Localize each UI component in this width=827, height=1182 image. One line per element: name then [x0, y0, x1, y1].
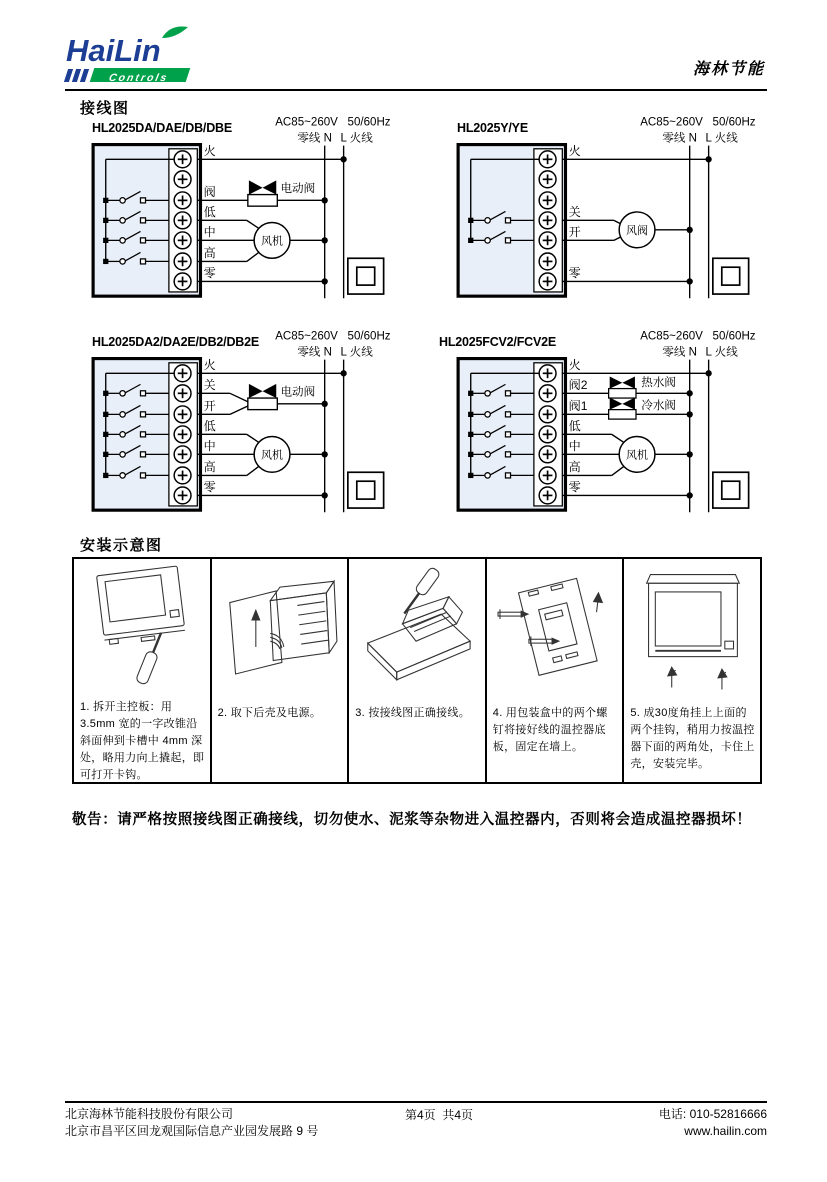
cold-water-valve-label: 冷水阀	[641, 400, 676, 413]
step3-caption: 3. 按接线图正确接线。	[355, 707, 471, 719]
step5-illustration	[624, 559, 760, 705]
fan-device-label: 风阀	[625, 225, 649, 238]
terminal-label: 开	[568, 225, 581, 240]
wiring-diagram-2	[437, 113, 795, 313]
footer-company-block	[65, 1106, 318, 1140]
install-step-5	[624, 559, 760, 782]
step2-illustration	[212, 559, 348, 705]
terminal-label: 中	[568, 439, 581, 454]
logo-stripe	[80, 69, 89, 82]
wiring-diagram-cell-4	[437, 327, 795, 542]
logo-subtext: Controls	[108, 72, 170, 84]
model-title-2: HL2025Y/YE	[457, 121, 528, 135]
live-line-label: L 火线	[340, 132, 373, 145]
terminal-label: 低	[203, 419, 216, 434]
hailin-logo	[66, 33, 188, 84]
terminal-label: 低	[203, 205, 216, 220]
logo-controls-bar	[66, 68, 188, 82]
junction-box-icon	[713, 472, 749, 508]
website-url: www.hailin.com	[684, 1124, 767, 1138]
terminal-label: 高	[203, 460, 216, 475]
install-step-4	[487, 559, 625, 782]
wiring-diagram-cell-2	[437, 113, 795, 328]
wiring-diagram-3	[72, 327, 430, 527]
hot-water-valve-label: 热水阀	[641, 376, 676, 389]
company-name: 北京海林节能科技股份有限公司	[65, 1107, 234, 1121]
neutral-line-label: 零线 N	[297, 346, 333, 359]
install-step-3	[349, 559, 487, 782]
terminal-label: 火	[568, 144, 581, 159]
wiring-diagram-4	[437, 327, 795, 527]
terminal-label: 阀2	[568, 378, 588, 393]
terminal-label: 低	[568, 419, 581, 434]
terminal-label: 火	[568, 358, 581, 373]
terminal-label: 零	[203, 480, 216, 495]
step4-illustration	[487, 559, 623, 705]
phone-number: 电话: 010-52816666	[658, 1107, 767, 1121]
footer-contact-block	[659, 1106, 767, 1140]
motor-valve-icon	[248, 384, 277, 410]
wiring-section-title: 接线图	[80, 100, 130, 117]
live-line-label: L 火线	[705, 132, 738, 145]
terminal-label: 高	[568, 460, 581, 475]
install-section-title: 安装示意图	[80, 537, 163, 554]
terminal-label: 中	[203, 439, 216, 454]
leaf-icon	[160, 25, 190, 40]
terminal-label: 开	[203, 399, 216, 414]
cold-water-valve-icon	[609, 398, 636, 420]
neutral-line-label: 零线 N	[297, 132, 333, 145]
fan-device-label: 风机	[625, 449, 649, 462]
step3-illustration	[349, 559, 485, 705]
warning-text: 敬告：请严格按照接线图正确接线，切勿使水、泥浆等杂物进入温控器内，否则将会造成温控器损坏！	[72, 812, 752, 828]
logo-text: HaiLin	[66, 33, 161, 68]
wiring-diagram-cell-1	[72, 113, 430, 328]
footer-rule	[65, 1101, 767, 1103]
junction-box-icon	[713, 258, 749, 294]
terminal-label: 零	[568, 480, 581, 495]
neutral-line-label: 零线 N	[662, 346, 698, 359]
terminal-label: 火	[203, 358, 216, 373]
terminal-label: 关	[568, 205, 581, 220]
valve-device-label: 电动阀	[280, 182, 316, 195]
step4-caption: 4. 用包装盒中的两个螺钉将接好线的温控器底板，固定在墙上。	[492, 707, 608, 754]
company-address: 北京市昌平区回龙观国际信息产业园发展路 9 号	[65, 1124, 319, 1138]
page-number: 第4页 共4页	[405, 1108, 474, 1122]
power-rating-label: AC85~260V 50/60Hz	[640, 330, 756, 343]
terminal-label: 高	[203, 246, 216, 261]
model-title-1: HL2025DA/DAE/DB/DBE	[92, 121, 232, 135]
brand-name-right: 海林节能	[692, 61, 765, 78]
wiring-diagram-cell-3	[72, 327, 430, 542]
logo-subtext-bar	[90, 68, 191, 82]
terminal-label: 中	[203, 225, 216, 240]
terminal-label: 阀1	[568, 399, 588, 414]
power-rating-label: AC85~260V 50/60Hz	[275, 330, 391, 343]
hot-water-valve-icon	[609, 376, 636, 398]
live-line-label: L 火线	[705, 346, 738, 359]
junction-box-icon	[348, 472, 384, 508]
wiring-diagram-1	[72, 113, 430, 313]
step1-caption: 1. 拆开主控板：用 3.5mm 宽的一字改锥沿斜面伸到卡槽中 4mm 深处，略用力向上撬起，即可打开卡钩。	[80, 701, 205, 782]
live-line-label: L 火线	[340, 346, 373, 359]
install-step-1	[74, 559, 212, 782]
terminal-label: 关	[203, 378, 216, 393]
fan-device-label: 风机	[260, 449, 284, 462]
power-rating-label: AC85~260V 50/60Hz	[275, 116, 391, 129]
fan-device-label: 风机	[260, 235, 284, 248]
valve-device-label: 电动阀	[280, 386, 316, 399]
logo-wordmark	[66, 33, 188, 68]
terminal-label: 零	[568, 266, 581, 281]
terminal-label: 零	[203, 266, 216, 281]
install-steps-strip	[72, 557, 762, 784]
power-rating-label: AC85~260V 50/60Hz	[640, 116, 756, 129]
terminal-label: 火	[203, 144, 216, 159]
motor-valve-icon	[248, 180, 277, 206]
model-title-4: HL2025FCV2/FCV2E	[439, 335, 556, 349]
header-rule	[65, 89, 767, 91]
step5-caption: 5. 成30度角挂上上面的两个挂钩，稍用力按温控器下面的两角处，卡住上壳，安装完毕。	[630, 707, 755, 771]
step1-illustration	[74, 559, 210, 699]
model-title-3: HL2025DA2/DA2E/DB2/DB2E	[92, 335, 259, 349]
neutral-line-label: 零线 N	[662, 132, 698, 145]
terminal-label: 阀	[203, 185, 216, 200]
junction-box-icon	[348, 258, 384, 294]
install-step-2	[212, 559, 350, 782]
step2-caption: 2. 取下后壳及电源。	[217, 707, 322, 719]
